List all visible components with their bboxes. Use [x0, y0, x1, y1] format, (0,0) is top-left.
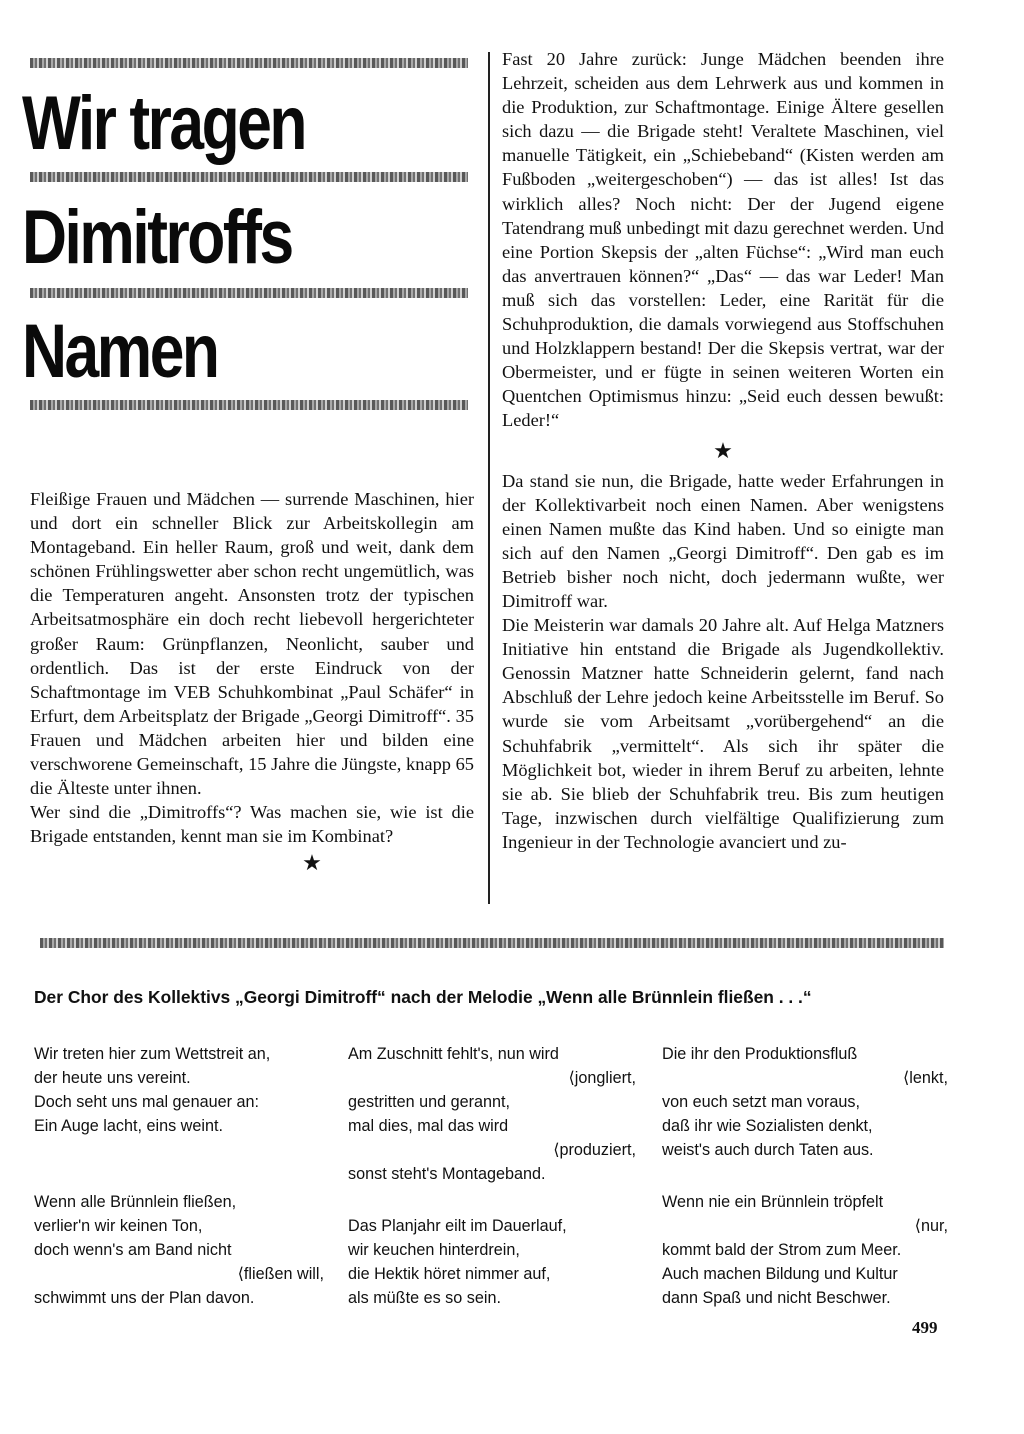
section-rule [40, 938, 944, 948]
star-icon: ★ [713, 437, 733, 463]
verse-line: ⟨lenkt, [902, 1069, 948, 1087]
page-number: 499 [912, 1318, 938, 1337]
right-paragraph-1: Fast 20 Jahre zurück: Junge Mädchen beenden ihre Lehrzeit, scheiden aus dem Lehrwerk aus und kommen in die Produktion, zur Schaftmontage. Einige Ältere gesellen sich dazu — die Brigade steht! Veraltete Maschinen, viel manuelle Tätigkeit, ein „Schiebeband“ (Kisten werden am Fußboden „weitergeschoben“) — das ist alles! Ist das wirklich alles? Noch nicht: Der der Jugend eigene Tatendrang muß unbedingt mit dazu gerechnet werden. Und eine Portion Skepsis der „alten Füchse“: „Wird man euch das anvertrauen können?“ „Das“ — das war Leder! Man muß sich das vorstellen: Leder, eine Rarität für die Schuhproduktion, die damals vorwiegend aus Stoffschuhen und Holzklappern bestand! Der die Skepsis vertrat, war der Obermeister, und er fügte in seinen weiteren Worten ein Quentchen Optimismus hinzu: „Seid euch dessen bewußt: Leder!“ [502, 49, 944, 431]
verse-line: wir keuchen hinterdrein, [348, 1241, 520, 1259]
verse-line: Wir treten hier zum Wettstreit an, [34, 1045, 271, 1063]
verse-line: Ein Auge lacht, eins weint. [34, 1117, 223, 1135]
verse-line: kommt bald der Strom zum Meer. [662, 1241, 902, 1259]
verse-line: die Hektik höret nimmer auf, [348, 1265, 551, 1283]
title-rule-4 [30, 400, 468, 410]
verse-line: ⟨fließen will, [237, 1265, 324, 1283]
verse-line: schwimmt uns der Plan davon. [34, 1289, 255, 1307]
verse-line: dann Spaß und nicht Beschwer. [662, 1289, 891, 1307]
title-rule-3 [30, 288, 468, 298]
title-line-2: Dimitroffs [22, 195, 292, 280]
verse-line: weist's auch durch Taten aus. [662, 1141, 874, 1159]
verse-line: als müßte es so sein. [348, 1289, 501, 1307]
right-paragraph-2: Da stand sie nun, die Brigade, hatte weder Erfahrungen in der Kollektivarbeit noch einen Namen. Aber wenigstens einen Namen mußte das Kind haben. Und so einigte man sich auf den Namen „Georgi Dimitroff“. Den gab es im Betrieb bisher noch nicht, doch jedermann wußte, wer Dimitroff war. [502, 470, 944, 611]
verse-line: Das Planjahr eilt im Dauerlauf, [348, 1217, 567, 1235]
title-rule-top [30, 58, 468, 68]
verse-line: sonst steht's Montageband. [348, 1165, 546, 1183]
verse-line: verlier'n wir keinen Ton, [34, 1217, 203, 1235]
star-icon: ★ [302, 850, 322, 876]
verse-line: doch wenn's am Band nicht [34, 1241, 232, 1259]
verse-column-1 [34, 1042, 324, 1310]
verse-line: Doch seht uns mal genauer an: [34, 1093, 259, 1111]
verse-column-3 [662, 1042, 948, 1310]
left-column [30, 487, 474, 878]
verse-line: ⟨nur, [914, 1217, 948, 1235]
verse-line: Die ihr den Produktionsfluß [662, 1045, 858, 1063]
left-paragraph-2: Wer sind die „Dimitroffs“? Was machen sie, wie ist die Brigade entstanden, kennt man sie im Kombinat? [30, 802, 474, 847]
verse-line: ⟨produziert, [553, 1141, 636, 1159]
chorus-title: Der Chor des Kollektivs „Georgi Dimitroff“ nach der Melodie „Wenn alle Brünnlein fließen . . .“ [34, 987, 812, 1007]
verse-line: der heute uns vereint. [34, 1069, 191, 1087]
verse-line: Auch machen Bildung und Kultur [662, 1265, 898, 1283]
column-divider [488, 52, 490, 904]
verse-column-2 [348, 1042, 636, 1310]
verse-line: daß ihr wie Sozialisten denkt, [662, 1117, 873, 1135]
verse-line: ⟨jongliert, [568, 1069, 636, 1087]
title-line-3: Namen [22, 309, 218, 394]
verse-line: mal dies, mal das wird [348, 1117, 509, 1135]
title-rule-2 [30, 172, 468, 182]
verse-line: Wenn nie ein Brünnlein tröpfelt [662, 1193, 884, 1211]
title-line-1: Wir tragen [22, 81, 306, 166]
right-paragraph-3: Die Meisterin war damals 20 Jahre alt. Auf Helga Matzners Initiative hin entstand die Brigade als Jugendkollektiv. Genossin Matzner hatte Schneiderin gelernt, fand nach Abschluß der Lehre jedoch keine Arbeitsstelle im Beruf. So wurde sie vom Arbeitsamt „vorübergehend“ an die Schuhfabrik „vermittelt“. Als sich ihr später die Möglichkeit bot, wieder in ihrem Beruf zu arbeiten, lehnte sie ab. Sie blieb der Schuhfabrik treu. Bis zum heutigen Tage, inzwischen durch vielfältige Qualifizierung zum Ingenieur in der Technologie avanciert und zu- [502, 615, 944, 852]
right-column [502, 47, 944, 854]
verse-line: Wenn alle Brünnlein fließen, [34, 1193, 237, 1211]
left-paragraph-1: Fleißige Frauen und Mädchen — surrende Maschinen, hier und dort ein schneller Blick zur Arbeitskollegin am Montageband. Ein heller Raum, groß und weit, dank dem schönen Frühlingswetter aber schon recht ungemütlich, was die Temperaturen angeht. Ansonsten trotz der typischen Arbeitsatmosphäre ein doch recht liebevoll hergerichteter großer Raum: Grünpflanzen, Neonlicht, sauber und ordentlich. Das ist der erste Eindruck von der Schaftmontage im VEB Schuhkombinat „Paul Schäfer“ in Erfurt, dem Arbeitsplatz der Brigade „Georgi Dimitroff“. 35 Frauen und Mädchen arbeiten hier und bilden eine verschworene Gemeinschaft, 15 Jahre die Jüngste, knapp 65 die Älteste unter ihnen. [30, 489, 474, 799]
verse-line: von euch setzt man voraus, [662, 1093, 860, 1111]
verse-line: gestritten und gerannt, [348, 1093, 510, 1111]
verse-line: Am Zuschnitt fehlt's, nun wird [348, 1045, 559, 1063]
